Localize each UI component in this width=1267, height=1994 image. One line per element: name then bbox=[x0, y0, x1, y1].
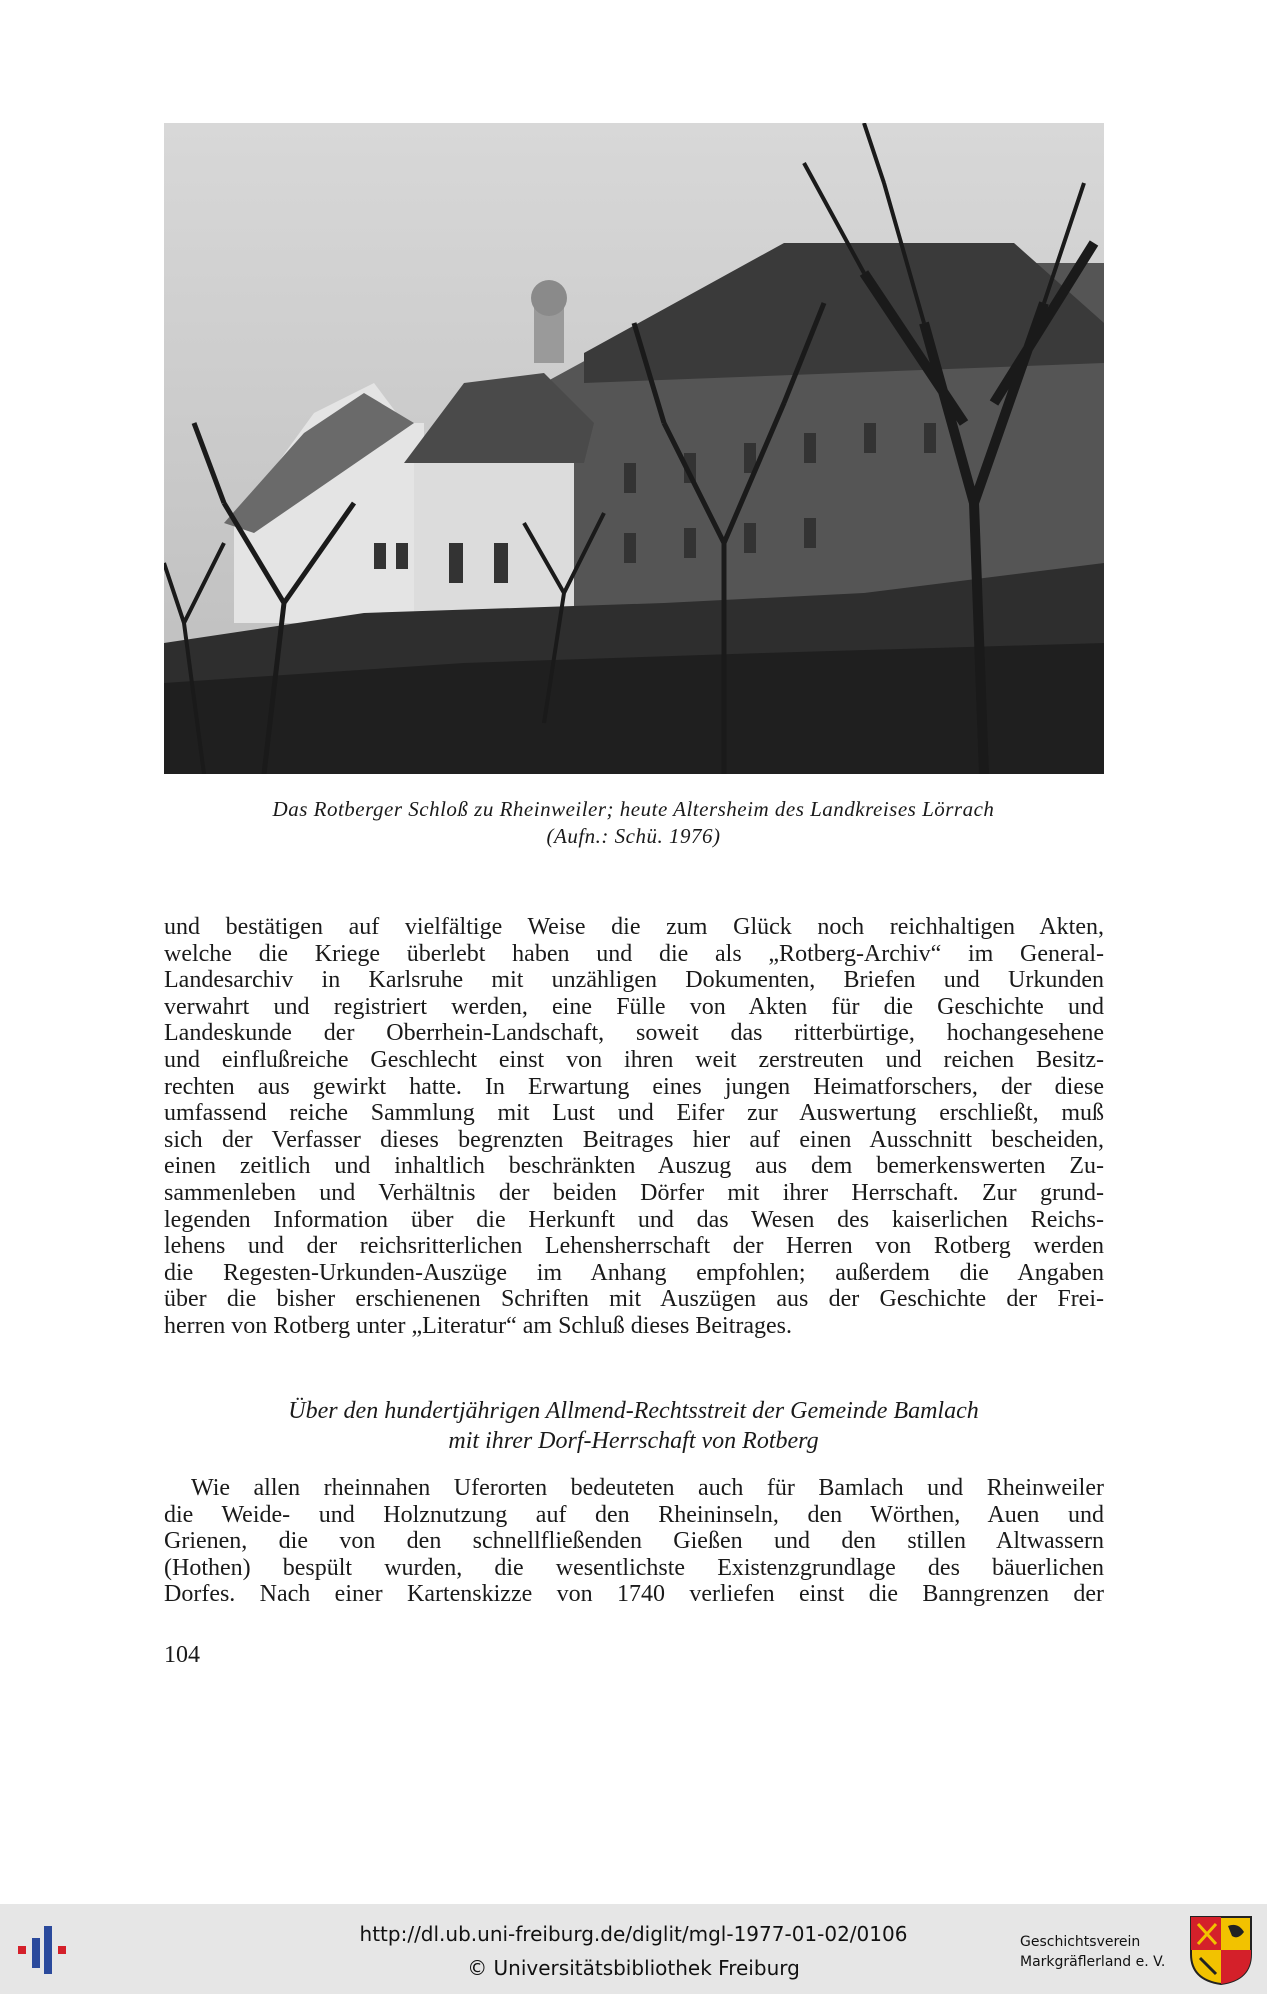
coat-of-arms-icon bbox=[1188, 1914, 1254, 1986]
body-paragraph-1 bbox=[164, 914, 1104, 1340]
text-line: sammenleben und Verhältnis der beiden Dörfer mit ihrer Herrschaft. Zur grund- bbox=[164, 1179, 1104, 1206]
text-line: herren von Rotberg unter „Literatur“ am Schluß dieses Beitrages. bbox=[164, 1312, 793, 1339]
text-line: (Hothen) bespült wurden, die wesentlichste Existenzgrundlage des bäuerlichen bbox=[164, 1554, 1104, 1581]
text-line: die Regesten-Urkunden-Auszüge im Anhang empfohlen; außerdem die Angaben bbox=[164, 1259, 1104, 1286]
text-line: die Weide- und Holznutzung auf den Rheininseln, den Wörthen, Auen und bbox=[164, 1501, 1104, 1528]
text-line: Wie allen rheinnahen Uferorten bedeuteten auch für Bamlach und Rheinweiler bbox=[191, 1475, 1104, 1501]
caption-line-2: (Aufn.: Schü. 1976) bbox=[546, 824, 721, 848]
text-line: einen zeitlich und inhaltlich beschränkten Auszug aus dem bemerkenswerten Zu- bbox=[164, 1153, 1104, 1180]
text-line: über die bisher erschienenen Schriften mit Auszügen aus der Geschichte der Frei- bbox=[164, 1286, 1104, 1313]
footer-url-link[interactable]: http://dl.ub.uni-freiburg.de/diglit/mgl-1977-01-02/0106 bbox=[359, 1922, 908, 1946]
section-heading bbox=[150, 1396, 1117, 1456]
society-name-line-2: Markgräflerland e. V. bbox=[1020, 1954, 1166, 1970]
text-line: sich der Verfasser dieses begrenzten Beitrages hier auf einen Ausschnitt bescheiden, bbox=[164, 1126, 1104, 1153]
body-paragraph-2 bbox=[164, 1475, 1104, 1608]
text-line: und bestätigen auf vielfältige Weise die zum Glück noch reichhaltigen Akten, bbox=[164, 914, 1104, 940]
caption-line-1: Das Rotberger Schloß zu Rheinweiler; heute Altersheim des Landkreises Lörrach bbox=[272, 797, 995, 821]
footer-copyright: © Universitätsbibliothek Freiburg bbox=[467, 1956, 800, 1980]
text-line: welche die Kriege überlebt haben und die als „Rotberg-Archiv“ im General- bbox=[164, 940, 1104, 967]
text-line: verwahrt und registriert werden, eine Fülle von Akten für die Geschichte und bbox=[164, 993, 1104, 1020]
page-number: 104 bbox=[164, 1642, 200, 1668]
text-line: Grienen, die von den schnellfließenden Gießen und den stillen Altwassern bbox=[164, 1528, 1104, 1555]
text-line: Landeskunde der Oberrhein-Landschaft, soweit das ritterbürtige, hochangesehene bbox=[164, 1020, 1104, 1047]
text-line: rechten aus gewirkt hatte. In Erwartung eines jungen Heimatforschers, der diese bbox=[164, 1073, 1104, 1100]
heading-line-2: mit ihrer Dorf-Herrschaft von Rotberg bbox=[448, 1428, 819, 1454]
text-line: Dorfes. Nach einer Kartenskizze von 1740 verliefen einst die Banngrenzen der bbox=[164, 1581, 1104, 1608]
text-line: legenden Information über die Herkunft und das Wesen des kaiserlichen Reichs- bbox=[164, 1206, 1104, 1233]
photo-caption bbox=[150, 796, 1117, 850]
society-name-line-1: Geschichtsverein bbox=[1020, 1934, 1141, 1950]
text-line: lehens und der reichsritterlichen Lehensherrschaft der Herren von Rotberg werden bbox=[164, 1233, 1104, 1260]
text-line: und einflußreiche Geschlecht einst von ihren weit zerstreuten und reichen Besitz- bbox=[164, 1046, 1104, 1073]
text-line: umfassend reiche Sammlung mit Lust und Eifer zur Auswertung erschließt, muß bbox=[164, 1100, 1104, 1127]
text-line: Landesarchiv in Karlsruhe mit unzähligen Dokumenten, Briefen und Urkunden bbox=[164, 967, 1104, 994]
castle-photo bbox=[164, 123, 1104, 774]
footer-bar bbox=[0, 1904, 1267, 1994]
society-name bbox=[1020, 1932, 1165, 1972]
heading-line-1: Über den hundertjährigen Allmend-Rechtsstreit der Gemeinde Bamlach bbox=[288, 1398, 979, 1424]
